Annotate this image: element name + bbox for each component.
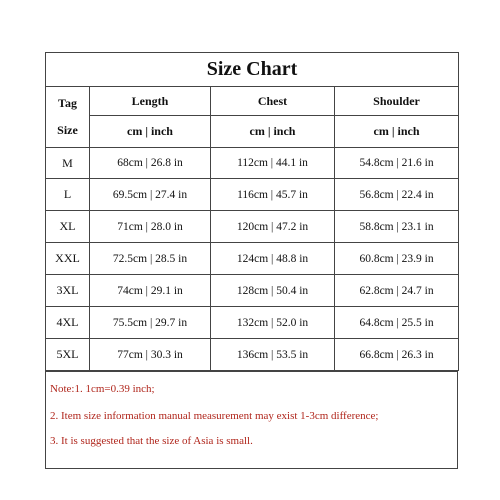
shoulder-cell: 66.8cm | 26.3 in (335, 339, 459, 371)
length-cell: 74cm | 29.1 in (90, 275, 211, 307)
chest-cell: 132cm | 52.0 in (211, 307, 335, 339)
chest-cell: 128cm | 50.4 in (211, 275, 335, 307)
note-1: Note:1. 1cm=0.39 inch; (50, 383, 155, 395)
length-cell: 71cm | 28.0 in (90, 211, 211, 243)
table-row (46, 339, 459, 371)
shoulder-cell: 60.8cm | 23.9 in (335, 243, 459, 275)
table-row (46, 179, 459, 211)
tag-label: Tag (58, 96, 77, 110)
size-cell: XL (46, 211, 90, 243)
table-row (46, 211, 459, 243)
table-row (46, 148, 459, 179)
chest-cell: 136cm | 53.5 in (211, 339, 335, 371)
length-cell: 72.5cm | 28.5 in (90, 243, 211, 275)
unit-label-shoulder: cm | inch (335, 116, 459, 148)
length-cell: 77cm | 30.3 in (90, 339, 211, 371)
unit-label-length: cm | inch (90, 116, 211, 148)
shoulder-cell: 54.8cm | 21.6 in (335, 148, 459, 179)
shoulder-cell: 56.8cm | 22.4 in (335, 179, 459, 211)
notes-box (45, 371, 458, 469)
length-cell: 75.5cm | 29.7 in (90, 307, 211, 339)
chart-title: Size Chart (46, 53, 459, 87)
column-header-chest: Chest (211, 87, 335, 116)
tag-size-header (46, 87, 90, 148)
length-cell: 68cm | 26.8 in (90, 148, 211, 179)
column-header-length: Length (90, 87, 211, 116)
shoulder-cell: 62.8cm | 24.7 in (335, 275, 459, 307)
size-cell: 5XL (46, 339, 90, 371)
size-cell: XXL (46, 243, 90, 275)
table-row (46, 275, 459, 307)
chest-cell: 116cm | 45.7 in (211, 179, 335, 211)
shoulder-cell: 64.8cm | 25.5 in (335, 307, 459, 339)
chest-cell: 112cm | 44.1 in (211, 148, 335, 179)
column-header-shoulder: Shoulder (335, 87, 459, 116)
size-chart-table (45, 52, 459, 371)
table-row (46, 307, 459, 339)
size-label: Size (57, 123, 78, 137)
shoulder-cell: 58.8cm | 23.1 in (335, 211, 459, 243)
note-2: 2. Item size information manual measurement may exist 1-3cm difference; (50, 410, 379, 422)
size-cell: 3XL (46, 275, 90, 307)
chest-cell: 120cm | 47.2 in (211, 211, 335, 243)
size-cell: M (46, 148, 90, 179)
note-3: 3. It is suggested that the size of Asia is small. (50, 435, 253, 447)
size-rows (46, 148, 459, 371)
size-cell: 4XL (46, 307, 90, 339)
unit-label-chest: cm | inch (211, 116, 335, 148)
size-cell: L (46, 179, 90, 211)
length-cell: 69.5cm | 27.4 in (90, 179, 211, 211)
table-row (46, 243, 459, 275)
chest-cell: 124cm | 48.8 in (211, 243, 335, 275)
